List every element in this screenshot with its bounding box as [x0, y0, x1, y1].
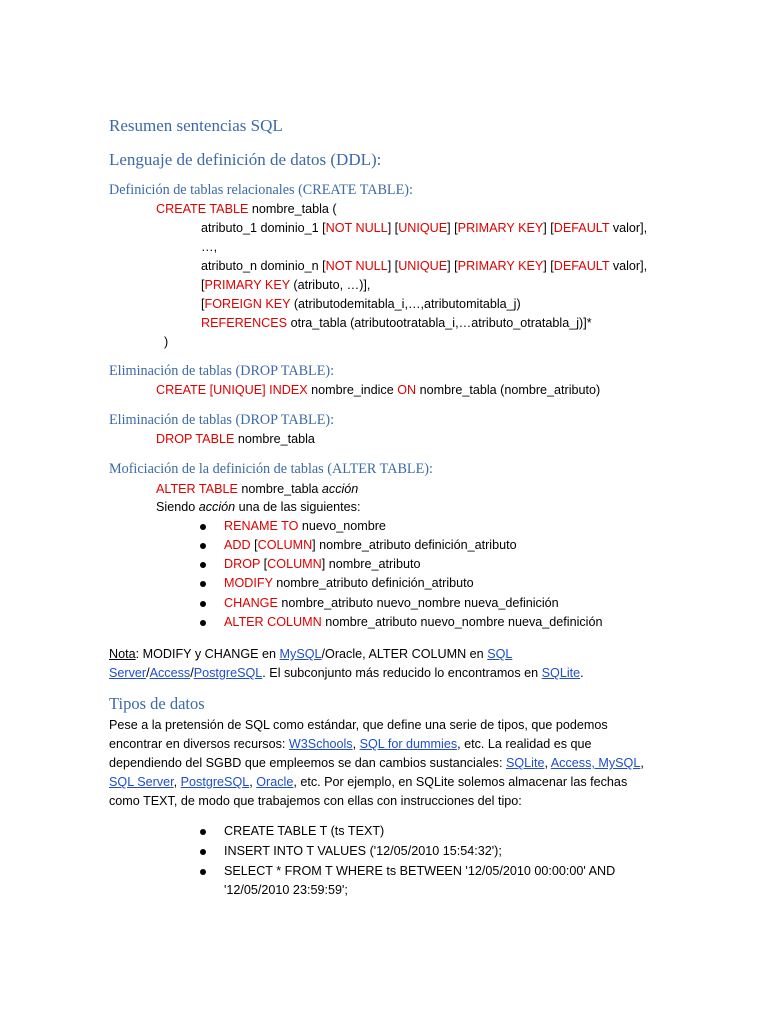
create-index-heading: Eliminación de tablas (DROP TABLE):	[109, 363, 335, 379]
create-table-heading: Definición de tablas relacionales (CREATE TABLE):	[109, 182, 413, 198]
create-index-line: CREATE [UNIQUE] INDEX nombre_indice ON nombre_tabla (nombre_atributo)	[156, 383, 601, 397]
example-item: SELECT * FROM T WHERE ts BETWEEN '12/05/2010 00:00:00' AND	[224, 864, 616, 878]
postgresql-link[interactable]: PostgreSQL	[193, 666, 263, 680]
tipos-line-1: Pese a la pretensión de SQL como estándar, que define una serie de tipos, que podemos	[109, 718, 608, 732]
bullet-icon	[200, 581, 206, 587]
create-table-line: CREATE TABLE nombre_tabla (	[156, 202, 337, 216]
example-item: INSERT INTO T VALUES ('12/05/2010 15:54:32');	[224, 844, 502, 858]
tipos-line-5: como TEXT, de modo que trabajemos con ellas con instrucciones del tipo:	[109, 794, 522, 808]
ddl-heading: Lenguaje de definición de datos (DDL):	[109, 150, 382, 169]
foreign-key-line: [FOREIGN KEY (atributodemitabla_i,…,atributomitabla_j)	[201, 297, 521, 311]
sql-server-link[interactable]: Server	[109, 666, 147, 680]
sql-server-link[interactable]: SQL	[487, 647, 513, 661]
example-item: CREATE TABLE T (ts TEXT)	[224, 824, 385, 838]
sql-for-dummies-link[interactable]: SQL for dummies	[359, 737, 458, 751]
drop-table-line: DROP TABLE nombre_tabla	[156, 432, 315, 446]
bullet-icon	[200, 620, 206, 626]
nota-line-1: Nota: MODIFY y CHANGE en MySQL/Oracle, ALTER COLUMN en SQL	[109, 647, 513, 661]
attr-1-line: atributo_1 dominio_1 [NOT NULL] [UNIQUE] [PRIMARY KEY] [DEFAULT valor],	[201, 221, 648, 235]
list-item: ADD [COLUMN] nombre_atributo definición_atributo	[224, 538, 517, 552]
primary-key-line: [PRIMARY KEY (atributo, …)],	[201, 278, 371, 292]
ellipsis-line: …,	[201, 240, 218, 254]
nota-label: Nota	[109, 647, 136, 661]
bullet-icon	[200, 601, 206, 607]
tipos-line-3: dependiendo del SGBD que empleemos se dan cambios sustanciales: SQLite, Access, MySQL,	[109, 756, 644, 770]
tipos-heading: Tipos de datos	[109, 694, 205, 713]
alter-table-heading: Moficiación de la definición de tablas (ALTER TABLE):	[109, 461, 433, 477]
siendo-line: Siendo acción una de las siguientes:	[156, 500, 361, 514]
alter-table-line: ALTER TABLE nombre_tabla acción	[156, 482, 359, 496]
bullet-icon	[200, 562, 206, 568]
list-item: DROP [COLUMN] nombre_atributo	[224, 557, 421, 571]
sqlite-link[interactable]: SQLite	[541, 666, 581, 680]
bullet-icon	[200, 524, 206, 530]
w3schools-link[interactable]: W3Schools	[288, 737, 353, 751]
sql-server-link[interactable]: SQL Server	[109, 775, 174, 789]
postgresql-link[interactable]: PostgreSQL	[180, 775, 250, 789]
references-line: REFERENCES otra_tabla (atributootratabla_i,…atributo_otratabla_j)]*	[201, 316, 592, 330]
bullet-icon	[200, 543, 206, 549]
sqlite-link[interactable]: SQLite	[505, 756, 545, 770]
list-item: RENAME TO nuevo_nombre	[224, 519, 386, 533]
attr-n-line: atributo_n dominio_n [NOT NULL] [UNIQUE] [PRIMARY KEY] [DEFAULT valor],	[201, 259, 648, 273]
nota-line-2: Server/Access/PostgreSQL. El subconjunto más reducido lo encontramos en SQLite.	[109, 666, 584, 680]
access-link[interactable]: Access	[149, 666, 191, 680]
drop-table-heading: Eliminación de tablas (DROP TABLE):	[109, 412, 335, 428]
example-item-continuation: '12/05/2010 23:59:59';	[224, 883, 348, 897]
access-mysql-link[interactable]: Access, MySQL	[550, 756, 641, 770]
close-paren: )	[164, 335, 169, 349]
page-title: Resumen sentencias SQL	[109, 116, 283, 135]
oracle-link[interactable]: Oracle	[256, 775, 294, 789]
mysql-link[interactable]: MySQL	[279, 647, 322, 661]
tipos-line-2: encontrar en diversos recursos: W3Schools, SQL for dummies, etc. La realidad es que	[109, 737, 592, 751]
tipos-line-4: SQL Server, PostgreSQL, Oracle, etc. Por ejemplo, en SQLite solemos almacenar las fechas	[109, 775, 628, 789]
bullet-icon	[200, 849, 206, 855]
bullet-icon	[200, 869, 206, 875]
list-item: MODIFY nombre_atributo definición_atributo	[224, 576, 474, 590]
bullet-icon	[200, 829, 206, 835]
list-item: CHANGE nombre_atributo nuevo_nombre nueva_definición	[224, 596, 559, 610]
list-item: ALTER COLUMN nombre_atributo nuevo_nombre nueva_definición	[224, 615, 603, 629]
